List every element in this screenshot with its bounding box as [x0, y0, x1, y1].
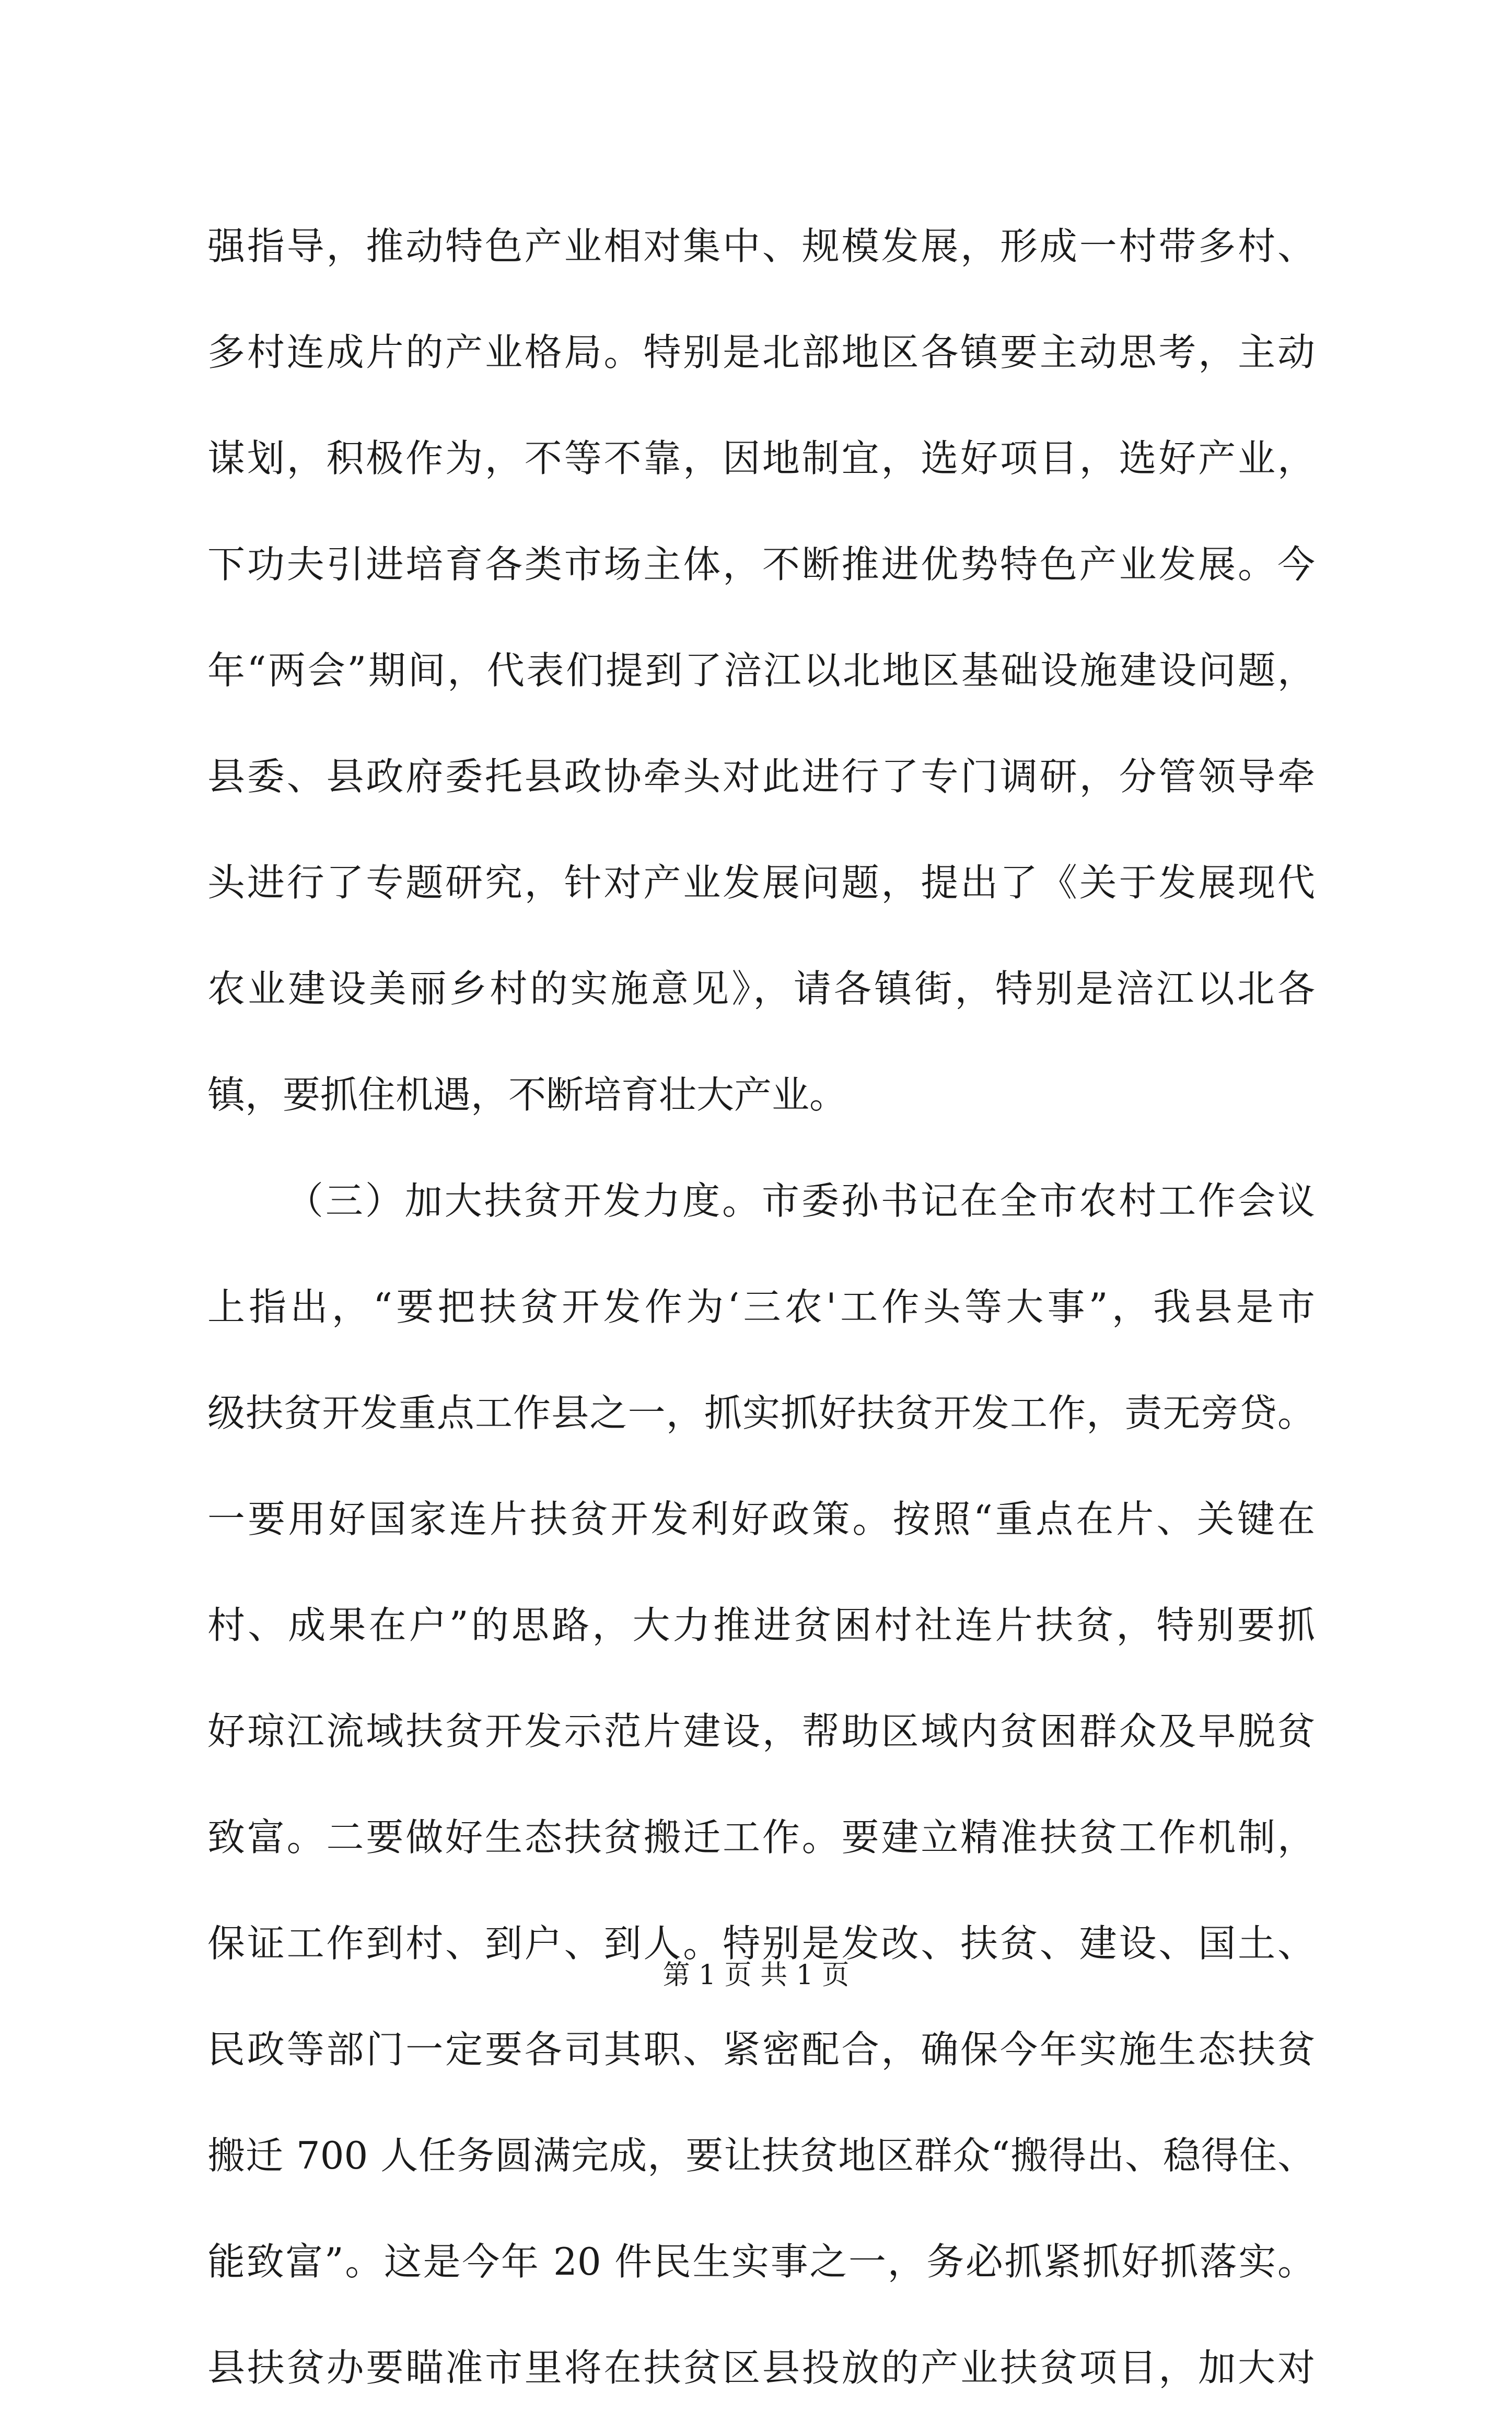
text-line: 强指导，推动特色产业相对集中、规模发展，形成一村带多村、 — [207, 224, 1315, 268]
text-line: 头进行了专题研究，针对产业发展问题，提出了《关于发展现代 — [207, 861, 1315, 905]
text-line: 县委、县政府委托县政协牵头对此进行了专门调研，分管领导牵 — [207, 755, 1315, 798]
text-line: 镇，要抓住机遇，不断培育壮大产业。 — [207, 1073, 847, 1117]
text-line: 保证工作到村、到户、到人。特别是发改、扶贫、建设、国土、 — [207, 1921, 1315, 1965]
text-line: 能致富”。这是今年 20 件民生实事之一，务必抓紧抓好抓落实。 — [207, 2240, 1315, 2284]
body-text — [207, 193, 1315, 2421]
section-heading-line: （三）加大扶贫开发力度。市委孙书记在全市农村工作会议 — [286, 1179, 1315, 1223]
text-line: 农业建设美丽乡村的实施意见》，请各镇街，特别是涪江以北各 — [207, 967, 1315, 1011]
text-line: 下功夫引进培育各类市场主体，不断推进优势特色产业发展。今 — [207, 542, 1315, 586]
text-line: 上指出，“要把扶贫开发作为‘三农'工作头等大事”，我县是市 — [207, 1285, 1315, 1329]
text-line: 县扶贫办要瞄准市里将在扶贫区县投放的产业扶贫项目，加大对 — [207, 2346, 1315, 2390]
text-line: 民政等部门一定要各司其职、紧密配合，确保今年实施生态扶贫 — [207, 2028, 1315, 2071]
text-line: 一要用好国家连片扶贫开发利好政策。按照“重点在片、关键在 — [207, 1497, 1315, 1541]
text-line: 年“两会”期间，代表们提到了涪江以北地区基础设施建设问题， — [207, 648, 1315, 692]
text-line: 级扶贫开发重点工作县之一，抓实抓好扶贫开发工作，责无旁贷。 — [207, 1391, 1315, 1435]
page-footer — [0, 1957, 1512, 1994]
text-line: 好琼江流域扶贫开发示范片建设，帮助区域内贫困群众及早脱贫 — [207, 1709, 1315, 1753]
text-line: 搬迁 700 人任务圆满完成，要让扶贫地区群众“搬得出、稳得住、 — [207, 2134, 1315, 2177]
text-line: 谋划，积极作为，不等不靠，因地制宜，选好项目，选好产业， — [207, 436, 1315, 480]
text-line: 致富。二要做好生态扶贫搬迁工作。要建立精准扶贫工作机制， — [207, 1815, 1315, 1859]
text-line: 多村连成片的产业格局。特别是北部地区各镇要主动思考，主动 — [207, 330, 1315, 374]
text-line: 村、成果在户”的思路，大力推进贫困村社连片扶贫，特别要抓 — [207, 1603, 1315, 1647]
page-number-label: 第 1 页 共 1 页 — [662, 1960, 850, 1991]
